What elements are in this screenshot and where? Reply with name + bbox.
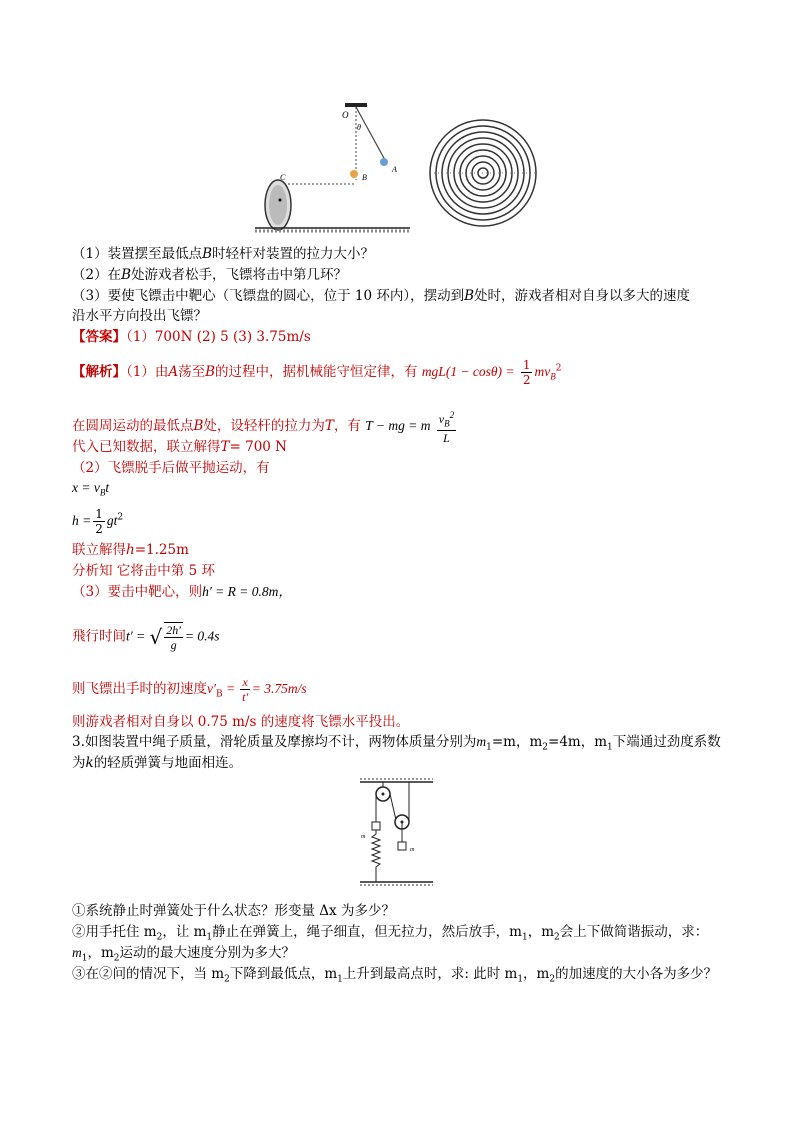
analysis-line-7: 联立解得h=1.25m [72,542,189,558]
label-a: A [392,165,397,174]
label-m1: m [361,834,366,840]
label-o: O [342,110,349,120]
analysis-line-2: 在圆周运动的最低点B处，设轻杆的拉力为T，有 T − mg = m $\frac{v_B^2}{L}$ [72,410,455,446]
analysis-line-1: 【解析】（1）由A荡至B的过程中，据机械能守恒定律，有 mgL(1 − cosθ) = $\frac{1}{2}$ $mv_B^2$ [72,358,562,387]
problem3-sub-2-line2: $m_1$，$m_2$运动的最大速度分别为多大？ [72,945,296,964]
question-2: （2）在B处游戏者松手，飞镖将击中第几环？ [72,267,348,283]
question-3-line2: 沿水平方向投出飞镖？ [72,308,207,324]
analysis-line-3: 代入已知数据，联立解得T= 700 N [72,439,287,455]
question-3: （3）要使飞镖击中靶心（飞镖盘的圆心，位于 10 环内），摆动到B处时，游戏者相对自身以多大的速度 [72,288,691,304]
question-1: （1）装置摆至最低点B时轻杆对装置的拉力大小？ [72,246,375,262]
target-figure [428,118,538,228]
analysis-line-9: （3）要击中靶心，则h′ = R = 0.8m， [72,584,292,600]
problem3-sub-3: ③在②问的情况下，当 $m_2$下降到最低点，$m_1$上升到最高点时，求: 此时 $m_1$，$m_2$的加速度的大小各为多少？ [72,966,718,985]
analysis-line-12: 则游戏者相对自身以 0.75 m/s 的速度将飞镖水平投出。 [72,714,410,730]
analysis-line-10: 飛行时间t′ = √ $\frac{2h'}{g}$ = 0.4s [72,623,220,652]
analysis-line-4: （2）飞镖脱手后做平抛运动，有 [72,460,270,476]
pendulum-figure [250,100,430,235]
analysis-line-8: 分析知 它将击中第 5 环 [72,563,215,579]
answer-line: 【答案】（1）700N (2) 5 (3) 3.75m/s [72,329,311,345]
analysis-line-5: $x = v_Bt$ [72,480,110,498]
analysis-line-6: h = $\frac{1}{2}$ $gt^2$ [72,507,124,536]
problem3-line-1: 3.如图装置中绳子质量，滑轮质量及摩擦均不计，两物体质量分别为$m_1=m$，$m_2=4m$，$m_1$下端通过劲度系数 [72,734,721,753]
label-b: B [362,173,367,182]
label-c: C [280,173,286,182]
pulley-figure [357,778,437,893]
analysis-line-11: 则飞镖出手时的初速度$v'_B$ = $\frac{x}{t'}$ = 3.75m/s [72,675,307,704]
problem3-sub-2: ②用手托住 $m_2$，让 $m_1$静止在弹簧上，绳子细直，但无拉力，然后放手，$m_1$，$m_2$会上下做简谐振动，求： [72,924,709,943]
problem3-sub-1: ①系统静止时弹簧处于什么状态？形变量 Δx 为多少？ [72,903,395,919]
label-m2: m [410,847,415,853]
label-theta: θ [357,123,361,132]
problem3-line-2: 为k的轻质弹簧与地面相连。 [72,755,243,771]
